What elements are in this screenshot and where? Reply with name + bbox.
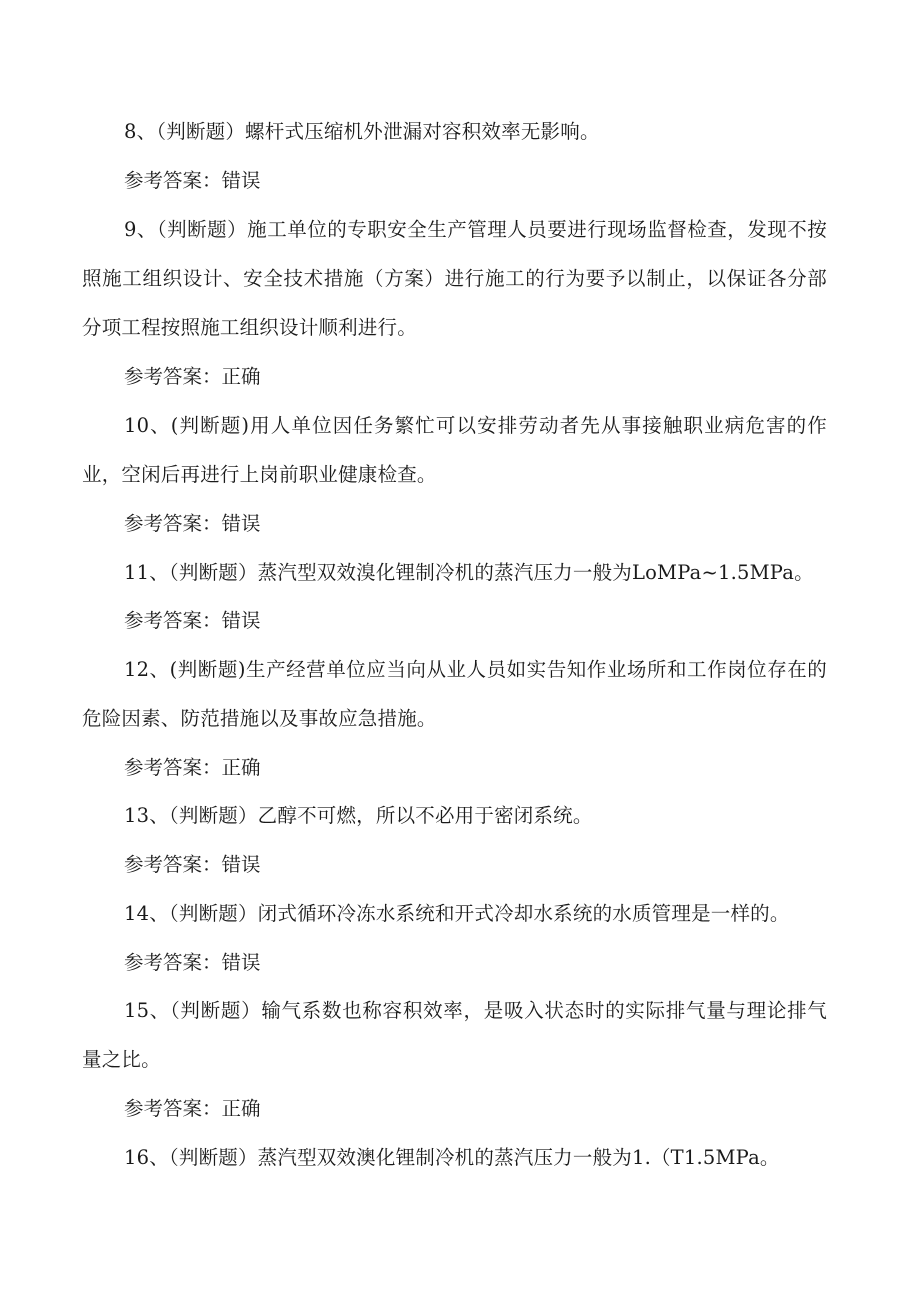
question-9: 9、（判断题）施工单位的专职安全生产管理人员要进行现场监督检查，发现不按照施工组织设计、安全技术措施（方案）进行施工的行为要予以制止，以保证各分部分项工程按照施工组织设计顺利进行。 (82, 218, 827, 339)
answer-14: 参考答案：错误 (124, 951, 261, 974)
question-8: 8、（判断题）螺杆式压缩机外泄漏对容积效率无影响。 (124, 120, 600, 143)
answer-13: 参考答案：错误 (124, 853, 261, 876)
question-14: 14、（判断题）闭式循环冷冻水系统和开式冷却水系统的水质管理是一样的。 (124, 902, 790, 925)
answer-10: 参考答案：错误 (124, 512, 261, 535)
question-10: 10、(判断题)用人单位因任务繁忙可以安排劳动者先从事接触职业病危害的作业，空闲后再进行上岗前职业健康检查。 (82, 414, 827, 486)
question-15: 15、（判断题）输气系数也称容积效率，是吸入状态时的实际排气量与理论排气量之比。 (82, 999, 827, 1071)
answer-8: 参考答案：错误 (124, 169, 261, 192)
answer-11: 参考答案：错误 (124, 609, 261, 632)
answer-9: 参考答案：正确 (124, 365, 261, 388)
question-11: 11、（判断题）蒸汽型双效溴化锂制冷机的蒸汽压力一般为LoMPa~1.5MPa。 (124, 561, 814, 584)
answer-12: 参考答案：正确 (124, 756, 261, 779)
question-12: 12、(判断题)生产经营单位应当向从业人员如实告知作业场所和工作岗位存在的危险因素、防范措施以及事故应急措施。 (82, 658, 827, 730)
answer-15: 参考答案：正确 (124, 1097, 261, 1120)
question-16: 16、（判断题）蒸汽型双效澳化锂制冷机的蒸汽压力一般为1.（T1.5MPa。 (124, 1146, 780, 1169)
question-13: 13、（判断题）乙醇不可燃，所以不必用于密闭系统。 (124, 804, 593, 827)
